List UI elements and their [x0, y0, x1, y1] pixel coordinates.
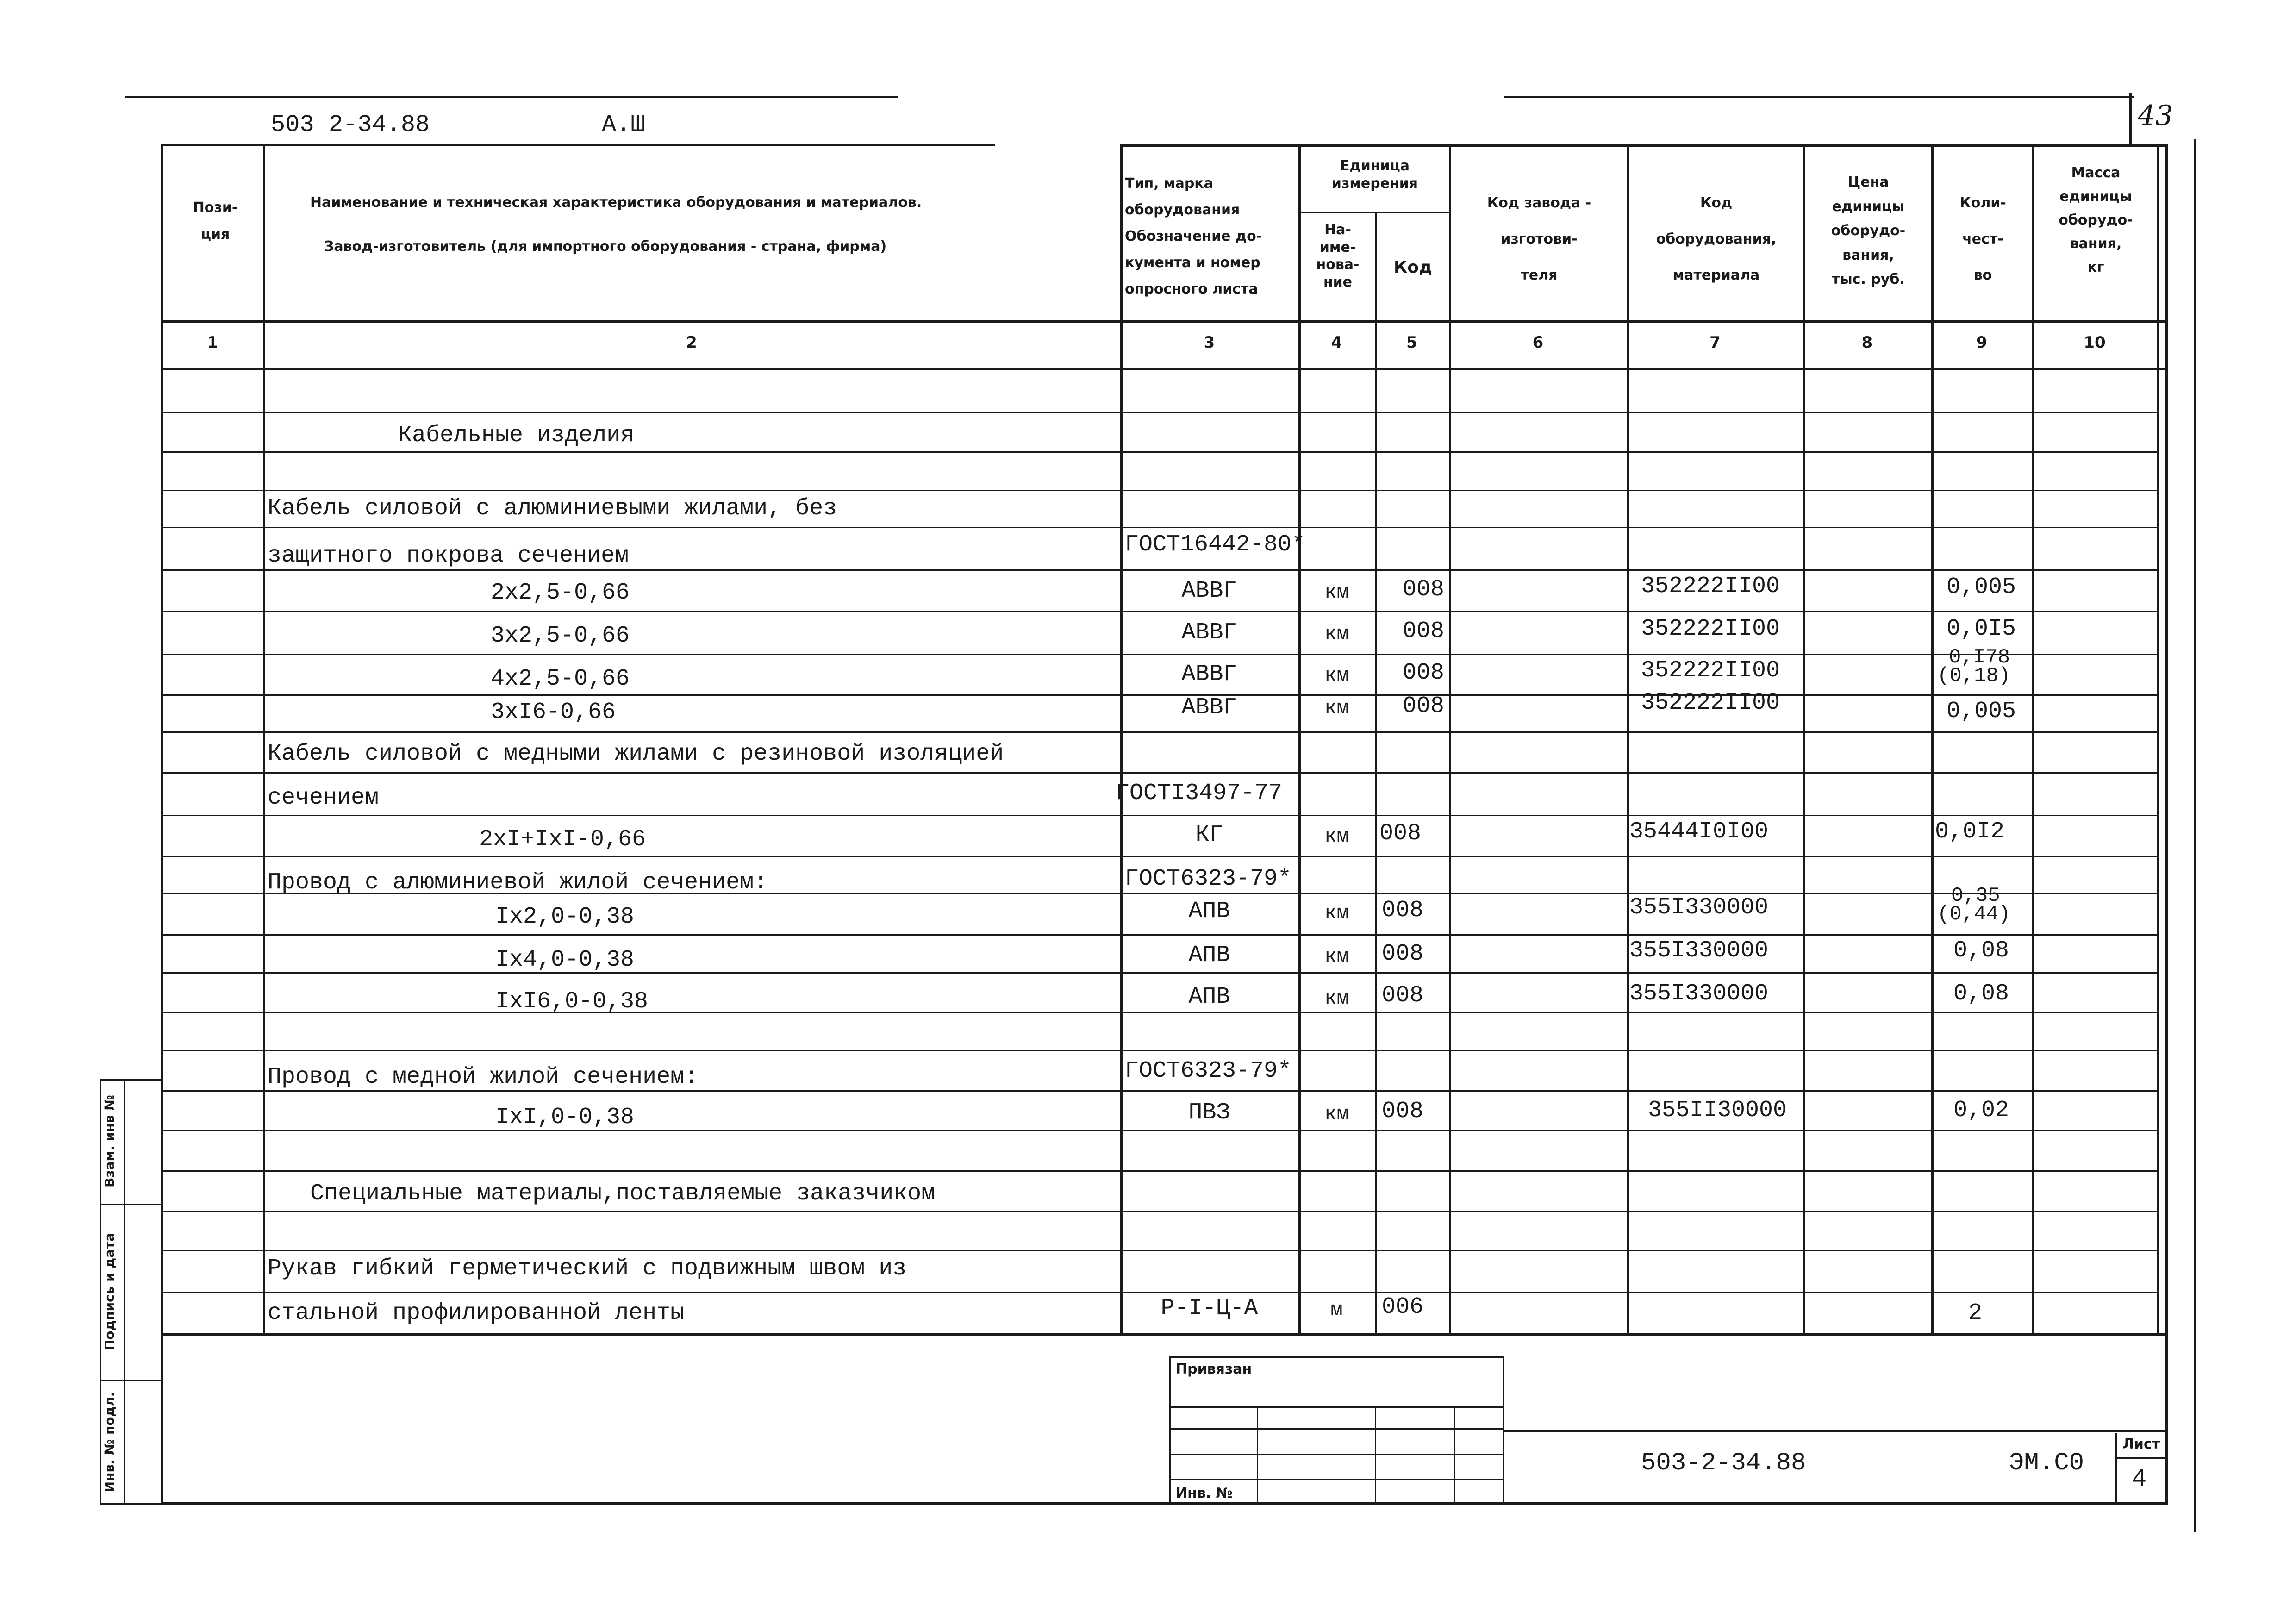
item-name: 4х2,5-0,66 [491, 666, 630, 692]
type-mark: АВВГ [1181, 694, 1237, 721]
unit-name: км [1324, 581, 1349, 604]
equipment-code: 352222II00 [1641, 657, 1780, 684]
column-number: 3 [1204, 333, 1215, 352]
sheet-number: 4 [2132, 1465, 2147, 1493]
quantity: 0,02 [1953, 1097, 2009, 1124]
type-mark: АВВГ [1181, 661, 1237, 687]
column-number: 2 [686, 333, 697, 352]
unit-name: км [1324, 697, 1349, 720]
item-name: защитного покрова сечением [268, 543, 629, 569]
section-heading-special-materials: Специальные материалы,поставляемые заказчиком [310, 1181, 936, 1207]
header-unit-name: На- име- нова- ние [1316, 222, 1360, 290]
item-name: IхI6,0-0,38 [495, 988, 649, 1015]
equipment-code: 355II30000 [1648, 1097, 1787, 1124]
item-name: Рукав гибкий герметический с подвижным швом из [268, 1255, 907, 1282]
unit-code: 008 [1382, 1098, 1424, 1124]
sheet-label: Лист [2122, 1436, 2160, 1452]
unit-code: 008 [1403, 660, 1445, 686]
item-name: 3хI6-0,66 [491, 699, 616, 725]
item-name: 3х2,5-0,66 [491, 623, 630, 649]
linked-label: Привязан [1176, 1361, 1252, 1377]
item-name: Кабель силовой с алюминиевыми жилами, без [268, 495, 837, 522]
unit-name: км [1324, 664, 1349, 687]
item-name: стальной профилированной ленты [268, 1300, 685, 1326]
header-type-mark: Тип, марка оборудования Обозначение до- кумента и номер опросного листа [1125, 175, 1262, 297]
equipment-code: 35444I0I00 [1629, 818, 1769, 845]
item-name: Провод с алюминиевой жилой сечением: [268, 869, 768, 896]
unit-code: 008 [1382, 982, 1424, 1009]
type-gost: ГОСТI3497-77 [1116, 780, 1283, 806]
equipment-code: 355I330000 [1629, 981, 1769, 1007]
unit-name: км [1324, 945, 1349, 968]
quantity: 2 [1968, 1300, 1983, 1326]
header-unit-group: Единица измерения [1331, 158, 1418, 192]
header-unit-code: Код [1393, 258, 1433, 277]
column-number: 7 [1710, 333, 1721, 352]
type-gost: ГОСТ16442-80* [1125, 531, 1306, 558]
item-name: сечением [268, 785, 379, 811]
item-name: Iх2,0-0,38 [495, 904, 635, 930]
header-equipment-code: Код оборудования, материала [1656, 195, 1777, 283]
type-mark: КГ [1195, 822, 1223, 848]
section-heading-cable-products: Кабельные изделия [398, 422, 635, 449]
type-mark: АПВ [1188, 898, 1230, 924]
unit-code: 008 [1382, 897, 1424, 924]
unit-name: км [1324, 902, 1349, 925]
quantity-corrected: (0,44) [1937, 903, 2011, 926]
handwritten-page-number: 43 [2138, 100, 2173, 132]
item-name: Провод с медной жилой сечением: [268, 1064, 699, 1090]
header-unit-mass: Масса единицы оборудо- вания, кг [2059, 165, 2133, 275]
unit-name: м [1330, 1299, 1343, 1322]
header-manufacturer-code: Код завода - изготови- теля [1487, 195, 1591, 283]
title-document-code: 503-2-34.88 [1641, 1449, 1806, 1477]
type-mark: ПВЗ [1188, 1099, 1230, 1126]
equipment-code: 352222II00 [1641, 616, 1780, 642]
unit-name: км [1324, 825, 1349, 848]
type-gost: ГОСТ6323-79* [1125, 1058, 1292, 1084]
quantity: 0,005 [1947, 698, 2016, 725]
type-mark: Р-I-Ц-А [1160, 1295, 1258, 1322]
quantity: 0,08 [1953, 937, 2009, 964]
equipment-code: 355I330000 [1629, 937, 1769, 964]
top-album-code: А.Ш [602, 111, 645, 138]
unit-code: 008 [1379, 820, 1422, 847]
column-number: 4 [1331, 333, 1342, 352]
unit-code: 008 [1403, 576, 1445, 603]
quantity: 0,35 [1951, 884, 2000, 907]
item-name: Кабель силовой с медными жилами с резиновой изоляцией [268, 741, 1004, 767]
column-number: 5 [1406, 333, 1417, 352]
quantity: 0,0I5 [1947, 616, 2016, 642]
item-name: 2хI+IхI-0,66 [479, 826, 646, 853]
equipment-code: 352222II00 [1641, 690, 1780, 716]
equipment-code: 355I330000 [1629, 894, 1769, 921]
unit-code: 008 [1403, 618, 1445, 644]
unit-name: км [1324, 1103, 1349, 1126]
column-number: 8 [1861, 333, 1873, 352]
column-number: 1 [207, 333, 218, 352]
column-number: 9 [1976, 333, 1987, 352]
type-gost: ГОСТ6323-79* [1125, 866, 1292, 892]
item-name: 2х2,5-0,66 [491, 580, 630, 606]
header-name-line1: Наименование и техническая характеристика оборудования и материалов. [310, 194, 922, 211]
header-quantity: Коли- чест- во [1959, 195, 2006, 283]
header-position: Пози- ция [193, 200, 238, 243]
type-mark: АВВГ [1181, 578, 1237, 604]
column-number: 10 [2084, 333, 2106, 352]
item-name: Iх4,0-0,38 [495, 947, 635, 973]
unit-code: 006 [1382, 1294, 1424, 1320]
equipment-code: 352222II00 [1641, 573, 1780, 600]
original-inventory-label: Инв. № подл. [102, 1392, 117, 1493]
unit-name: км [1324, 623, 1349, 646]
header-name-line2: Завод-изготовитель (для импортного оборудования - страна, фирма) [324, 238, 887, 255]
quantity: 0,005 [1947, 574, 2016, 600]
title-mark: ЭМ.С0 [2009, 1449, 2084, 1477]
quantity: 0,08 [1953, 981, 2009, 1007]
type-mark: АВВГ [1181, 619, 1237, 646]
quantity-corrected: (0,18) [1937, 664, 2011, 687]
type-mark: АПВ [1188, 984, 1230, 1010]
quantity: 0,0I2 [1935, 818, 2005, 845]
inventory-number-label: Инв. № [1176, 1485, 1233, 1501]
unit-code: 008 [1382, 941, 1424, 967]
item-name: IхI,0-0,38 [495, 1104, 635, 1131]
header-unit-price: Цена единицы оборудо- вания, тыс. руб. [1831, 174, 1906, 287]
signature-date-label: Подпись и дата [102, 1232, 117, 1351]
unit-code: 008 [1403, 693, 1445, 719]
type-mark: АПВ [1188, 942, 1230, 968]
unit-name: км [1324, 987, 1349, 1010]
replaced-inventory-label: Взам. инв № [102, 1095, 117, 1187]
top-document-code: 503 2-34.88 [271, 111, 430, 138]
quantity: 0,I78 [1949, 646, 2010, 669]
column-number: 6 [1532, 333, 1544, 352]
